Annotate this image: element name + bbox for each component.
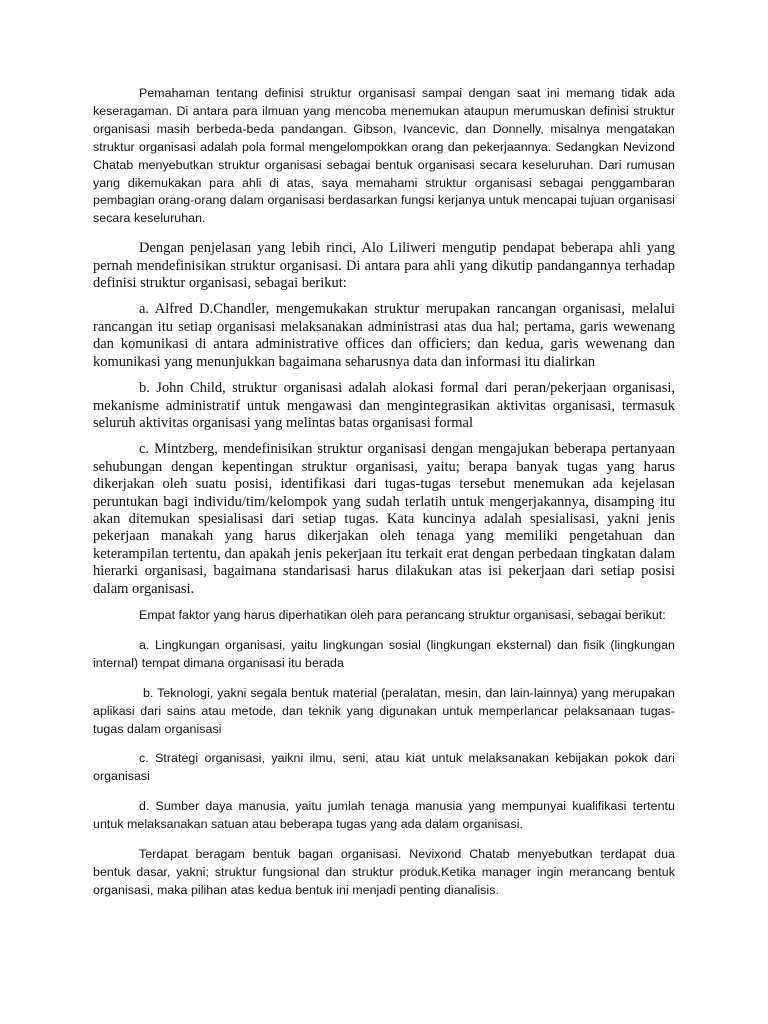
list-item-environment: a. Lingkungan organisasi, yaitu lingkungan sosial (lingkungan eksternal) dan fisik (lingkungan internal) tempat dimana organisasi itu berada (93, 637, 675, 670)
list-item-technology: b. Teknologi, yakni segala bentuk material (peralatan, mesin, dan lain-lainnya) yang merupakan aplikasi dari sains atau metode, dan teknik yang digunakan untuk memperlancar pelaksanaan tugas-tugas dalam organisasi (93, 685, 679, 736)
paragraph-child: b. John Child, struktur organisasi adalah alokasi formal dari peran/pekerjaan organisasi, mekanisme administratif untuk mengawasi dan mengintegrasikan aktivitas organisasi, termasuk seluruh aktivitas organisasi yang melintas batas organisasi formal (93, 380, 675, 431)
paragraph-liliweri: Dengan penjelasan yang lebih rinci, Alo Liliweri mengutip pendapat beberapa ahli yang pernah mendefinisikan struktur organisasi. Di antara para ahli yang dikutip pandangannya terhadap definisi struktur organisasi, sebagai berikut: (93, 240, 675, 292)
paragraph-chart-forms: Terdapat beragam bentuk bagan organisasi. Nevixond Chatab menyebutkan terdapat dua bentuk dasar, yakni; struktur fungsional dan struktur produk.Ketika manager ingin merancang bentuk organisasi, maka pilihan atas kedua bentuk ini menjadi penting dianalisis. (93, 847, 675, 897)
list-item-strategy: c. Strategi organisasi, yaikni ilmu, seni, atau kiat untuk melaksanakan kebijakan pokok dari organisasi (93, 751, 675, 784)
paragraph-intro: Pemahaman tentang definisi struktur organisasi sampai dengan saat ini memang tidak ada keseragaman. Di antara para ilmuan yang mencoba menemukan ataupun merumuskan definisi struktur organisasi masih berbeda-beda pandangan. Gibson, Ivancevic, dan Donnelly, misalnya mengatakan struktur organisasi adalah pola formal mengelompokkan orang dan pekerjaannya. Sedangkan Nevizond Chatab menyebutkan struktur organisasi sebagai bentuk organisasi secara keseluruhan. Dari rumusan yang dikemukakan para ahli di atas, saya memahami struktur organisasi sebagai penggambaran pembagian orang-orang dalam organisasi berdasarkan fungsi kerjanya untuk mencapai tujuan organisasi secara keseluruhan. (93, 86, 675, 226)
paragraph-chandler: a. Alfred D.Chandler, mengemukakan struktur merupakan rancangan organisasi, melalui rancangan itu setiap organisasi melaksanakan administrasi atas dua hal; pertama, garis wewenang dan komunikasi di antara administrative offices dan officiers; dan kedua, garis wewenang dan komunikasi yang menunjukkan bagaimana seharusnya data dan informasi itu dialirkan (93, 301, 675, 370)
paragraph-four-factors: Empat faktor yang harus diperhatikan oleh para perancang struktur organisasi, sebagai berikut: (139, 607, 666, 622)
paragraph-mintzberg: c. Mintzberg, mendefinisikan struktur organisasi dengan mengajukan beberapa pertanyaan sehubungan dengan kepentingan struktur organisasi, yaitu; berapa banyak tugas yang harus dikerjakan oleh suatu posisi, identifikasi dari tugas-tugas tersebut menemukan ada kejelasan peruntukan bagi individu/tim/kelompok yang sudah terlatih untuk mengerjakannya, disamping itu akan ditemukan spesialisasi dari setiap tugas. Kata kuncinya adalah spesialisasi, yakni jenis pekerjaan manakah yang harus dikerjakan oleh tenaga yang memiliki pengetahuan dan keterampilan tertentu, dan apakah jenis pekerjaan itu terkait erat dengan perbedaan tingkatan dalam hierarki organisasi, bagaimana standarisasi harus dilakukan atas isi pekerjaan dari setiap posisi dalam organisasi. (93, 441, 675, 597)
list-item-human-resources: d. Sumber daya manusia, yaitu jumlah tenaga manusia yang mempunyai kualifikasi tertentu untuk melaksanakan satuan atau beberapa tugas yang ada dalam organisasi. (93, 799, 675, 832)
